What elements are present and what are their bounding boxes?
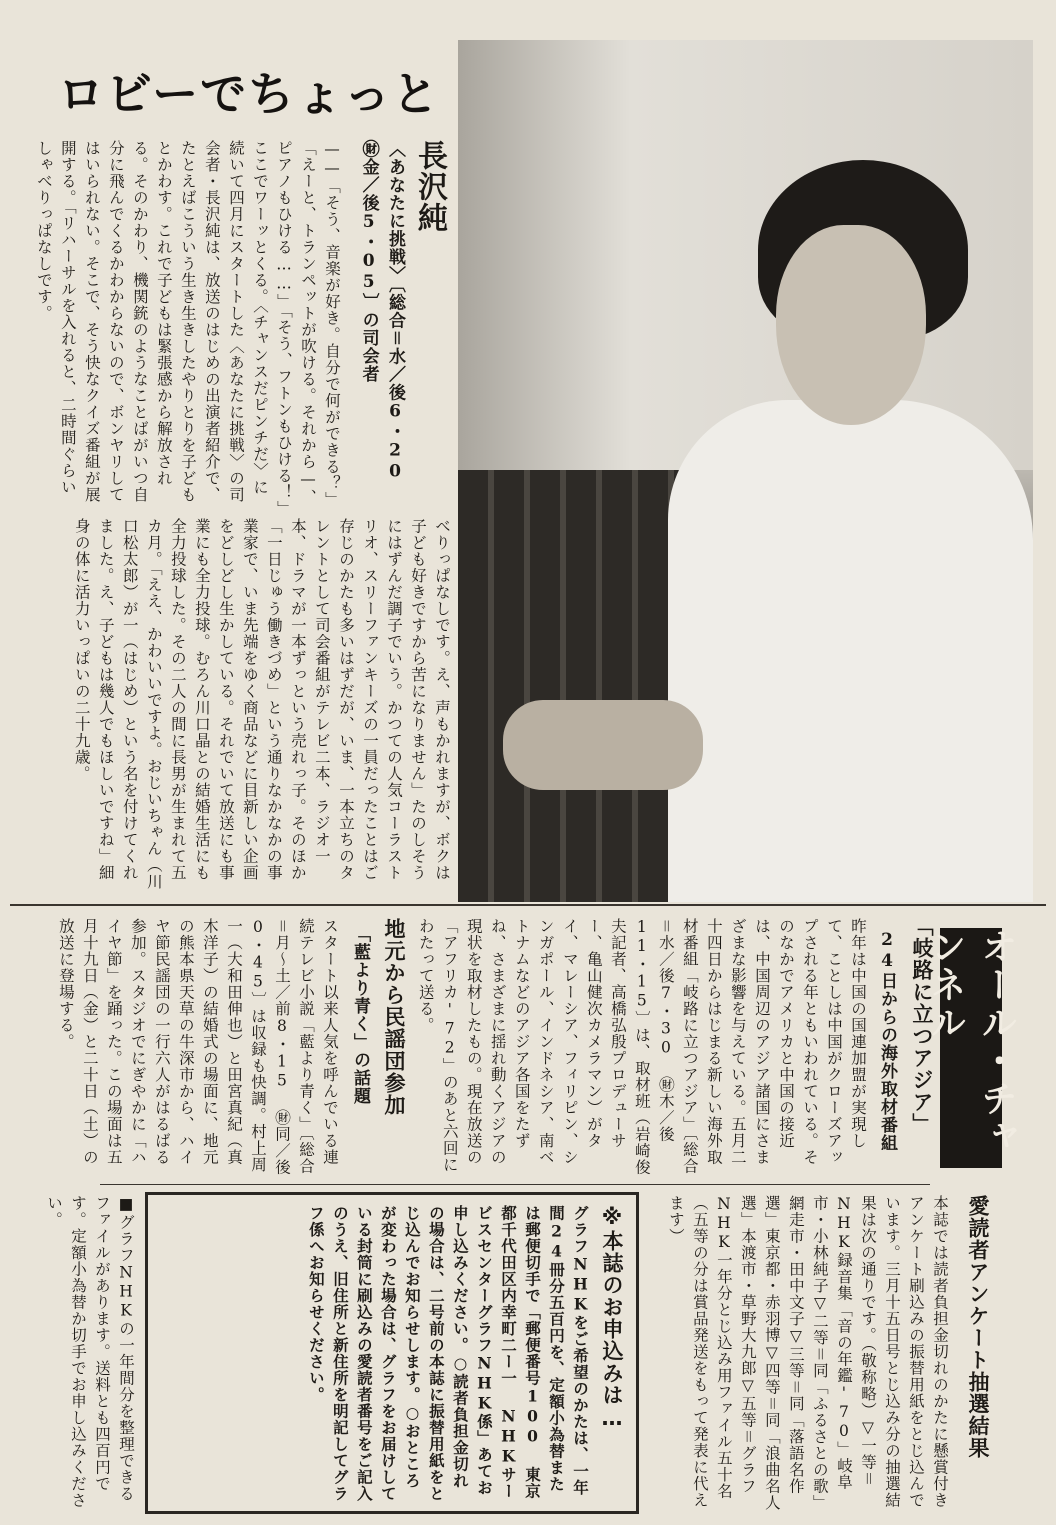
folk-headline: 地元から民謡団参加 <box>382 918 406 1116</box>
portrait-photo <box>458 40 1033 902</box>
section-divider <box>10 904 1046 906</box>
survey-body: 本誌では読者負担金切れのかたに懸賞付きアンケート刷込みの振替用紙をとじ込んでいます。三月十五日号とじ込み分の抽選結果は次の通りです。（敬称略）▽一等＝NHK録音集「音の年鑑'70」岐阜市・小林純子▽二等＝同「ふるさとの歌」網走市・田中文子▽三等＝同「落語名作選」東京都・赤羽博▽四等＝同「浪曲名人選」本渡市・草野大九郎▽五等＝グラフNHK一年分とじ込み用ファイル五十名（五等の分は賞品発送をもって発表に代えます） <box>666 1195 949 1511</box>
file-note: ■グラフNHKの一年間分を整理できるファイルがあります。送料とも四百円です。定額小為替か切手でお申し込みください。 <box>44 1195 135 1509</box>
profile-name: 長沢純 <box>412 140 447 233</box>
profile-body-col1: ——「そう、音楽が好き。自分で何ができる？」「えーと、トランペットが吹ける。それから—、ピアノもひける……」「そう、フトンもひける！」ここでワーッとくる。〈チャンスだピンチだ〉に続いて四月にスタートした〈あなたに挑戦〉の司会者・長沢純は、放送のはじめの出演者紹介で、たとえばこういう生き生きしたやりとりを子どもとかわす。これで子どもは緊張感から解放される。そのかわり、機関銃のようなことばがいつ自分に飛んでくるかわからないので、ボンヤリしてはいられない。そこで、そう快なクイズ番組が展開する。「リハーサルを入れると、二時間ぐらいしゃべりっぱなしです。 <box>34 140 341 509</box>
asia-subhead: 24日からの海外取材番組 <box>877 930 897 1152</box>
folk-body: スタート以来人気を呼んでいる連続テレビ小説「藍より青く」〔総合＝月〜土／前8・15 ㊖同／後0・45〕は収録も快調。村上周一（大和田伸也）と田宮真紀（真木洋子）の結婚式の場面に、地元の熊本県天草の牛深市から、ハイヤ節民謡団の一行六人がはるばる参加。スタジオでにぎやかに「ハイヤ節」を踊った。この場面は五月十九日（金）と二十日（土）の放送に登場する。 <box>56 918 339 1176</box>
all-channel-badge: オール・チャンネル <box>940 928 1002 1168</box>
subscribe-body: グラフNHKをご希望のかたは、一年間24冊分五百円を、定額小為替または郵便切手で「郵便番号100 東京都千代田区内幸町二ー一 NHKサービスセンターグラフNHK係」あてお申し込みください。○読者負担金切れの場合は、二号前の本誌に振替用紙をとじ込んでお知らせします。○おところが変わった場合は、グラフをお届けしている封筒に刷込みの愛読者番号をご記入のうえ、旧住所と新住所を明記してグラフ係へお知らせください。 <box>306 1205 590 1502</box>
section-divider-2 <box>100 1184 930 1185</box>
asia-headline: 「岐路に立つアジア」 <box>910 915 934 1135</box>
folk-subhead: 「藍より青く」の話題 <box>350 925 370 1105</box>
profile-role: 〈あなたに挑戦〉〔総合＝水／後6・20 ㊖金／後5・05〕の司会者 <box>358 140 405 483</box>
survey-headline: 愛読者アンケート抽選結果 <box>966 1195 990 1459</box>
page-title: ロビーでちょっと <box>58 67 441 121</box>
subscribe-headline: ※本誌のお申込みは… <box>600 1205 624 1431</box>
asia-body: 昨年は中国の国連加盟が実現して、ことしは中国がクローズアップされる年ともいわれている。そのなかでアメリカと中国の接近は、中国周辺のアジア諸国にさまざまな影響を与えている。五月二十四日からはじまる新しい海外取材番組「岐路に立つアジア」〔総合＝水／後7・30 ㊖木／後11・15〕は、取材班（岩崎俊夫記者、高橋弘殷プロデューサー、亀山健次カメラマン）がタイ、マレーシア、フィリピン、シンガポール、インドネシア、南ベトナムなどのアジア各国をたずね、さまざまに揺れ動くアジアの現状を取材したもの。現在放送の「アフリカ'72」のあと六回にわたって送る。 <box>416 918 867 1176</box>
profile-body-col2: べりっぱなしです。え、声もかれますが、ボクは子ども好きですから苦になりません」たのしそうにはずんだ調子でいう。かつての人気コーラストリオ、スリーファンキーズの一員だったことはご存じのかたも多いはずだが、いま、一本立ちのタレントとして司会番組がテレビ二本、ラジオ一本、ドラマが一本ずっという売れっ子。そのほか「一日じゅう働きづめ」という通りなかなかの事業家で、いま先端をゆく商品などに目新しい企画をどしどし生かしている。それでいて放送にも事業にも全力投球。むろん川口晶との結婚生活にも全力投球した。その二人の間に長男が生まれて五カ月。「ええ、かわいいですよ。おじいちゃん（川口松太郎）が一（はじめ）という名を付けてくれました。え、子どもは幾人でもほしいですね」細身の体に活力いっぱいの二十九歳。 <box>72 518 451 890</box>
